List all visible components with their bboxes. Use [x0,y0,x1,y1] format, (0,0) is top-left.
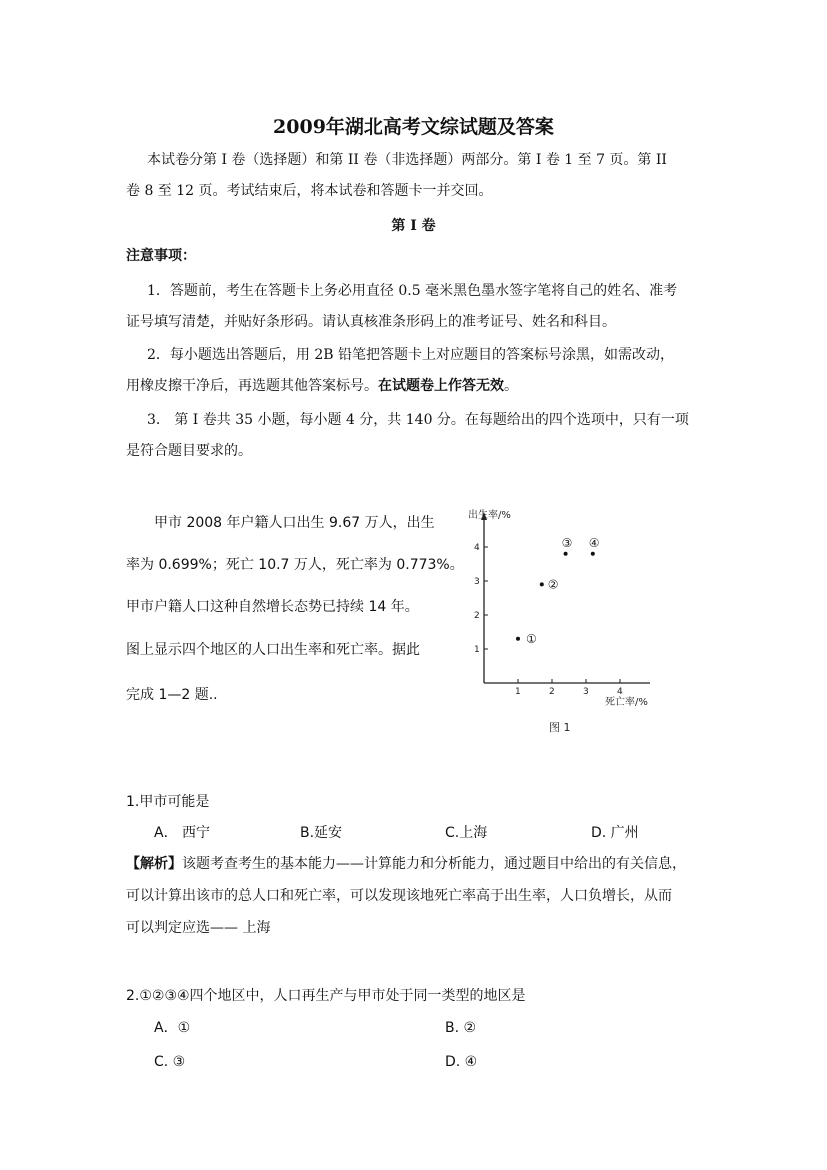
scatter-point-label: ② [547,577,559,592]
q1-option-b: B.延安 [300,825,343,841]
q2-option-c: C. ③ [154,1054,186,1070]
passage-line-4: 图上显示四个地区的人口出生率和死亡率。据此 [126,642,420,658]
notice-heading: 注意事项： [126,248,196,264]
intro-line-1: 本试卷分第 I 卷（选择题）和第 II 卷（非选择题）两部分。第 I 卷 1 至 7 页。第 II [147,152,667,168]
scatter-point [516,637,520,641]
q1-analysis-line-1 [126,854,686,874]
notice-item-1-line-1: 1．答题前，考生在答题卡上务必用直径 0.5 毫米黑色墨水签字笔将自己的姓名、准考 [147,283,678,299]
notice-item-2-line-1: 2．每小题选出答题后，用 2B 铅笔把答题卡上对应题目的答案标号涂黑，如需改动， [147,347,675,363]
figure-1-scatter-chart [458,500,658,740]
q1-analysis-line-3: 可以判定应选—— 上海 [126,920,271,936]
chart-points [516,536,600,646]
chart-x-label: 死亡率/% [605,697,648,708]
q2-stem: 2.①②③④四个地区中，人口再生产与甲市处于同一类型的地区是 [126,988,526,1004]
passage-line-3: 甲市户籍人口这种自然增长态势已持续 14 年。 [126,599,419,615]
q2-option-b: B. ② [445,1020,477,1036]
notice-item-2-text: 用橡皮擦干净后，再选题其他答案标号。 [126,378,378,394]
passage-line-5: 完成 1—2 题.. [126,687,218,703]
y-tick-label: 1 [474,645,480,655]
notice-item-3-line-1: 3. 第 I 卷共 35 小题，每小题 4 分，共 140 分。在每题给出的四个选项中，只有一项 [147,412,689,428]
q1-option-a: A． 西宁 [154,825,211,841]
intro-line-2: 卷 8 至 12 页。考试结束后，将本试卷和答题卡一并交回。 [126,183,493,199]
passage-line-2: 率为 0.699%；死亡 10.7 万人，死亡率为 0.773%。 [126,557,464,573]
passage-line-1: 甲市 2008 年户籍人口出生 9.67 万人，出生 [154,515,435,531]
analysis-tag: 【解析】 [126,856,182,872]
y-tick-label: 3 [474,577,480,587]
analysis-text-1: 该题考查考生的基本能力——计算能力和分析能力，通过题目中给出的有关信息， [182,856,686,872]
x-tick-label: 2 [549,687,555,697]
scatter-point-label: ③ [561,535,573,550]
notice-item-2-end: 。 [504,378,518,394]
chart-y-label: 出生率/% [468,510,511,521]
x-tick-label: 3 [583,687,589,697]
document-title: 2009年湖北高考文综试题及答案 [273,116,554,138]
scatter-point [591,552,595,556]
section-title: 第 I 卷 [391,218,436,234]
q2-option-a: A．① [154,1020,191,1036]
notice-item-1-line-2: 证号填写清楚，并贴好条形码。请认真核准条形码上的准考证号、姓名和科目。 [126,314,616,330]
chart-ticks [474,543,623,697]
notice-item-2-bold-text: 在试题卷上作答无效 [378,378,504,394]
q1-stem: 1.甲市可能是 [126,794,210,810]
notice-item-2-line-2 [126,376,518,396]
x-tick-label: 4 [617,687,623,697]
chart-caption: 图 1 [549,721,571,734]
q1-option-c: C.上海 [445,825,488,841]
q1-analysis-line-2: 可以计算出该市的总人口和死亡率，可以发现该地死亡率高于出生率，人口负增长，从而 [126,888,672,904]
scatter-point-label: ① [526,631,537,646]
q1-option-d: D. 广州 [591,825,639,841]
x-tick-label: 1 [515,687,521,697]
q2-option-d: D. ④ [445,1054,478,1070]
scatter-point-label: ④ [588,535,600,550]
y-tick-label: 4 [474,543,480,553]
y-tick-label: 2 [474,611,480,621]
scatter-point [540,582,544,586]
scatter-point [564,552,568,556]
notice-item-3-line-2: 是符合题目要求的。 [126,443,252,459]
